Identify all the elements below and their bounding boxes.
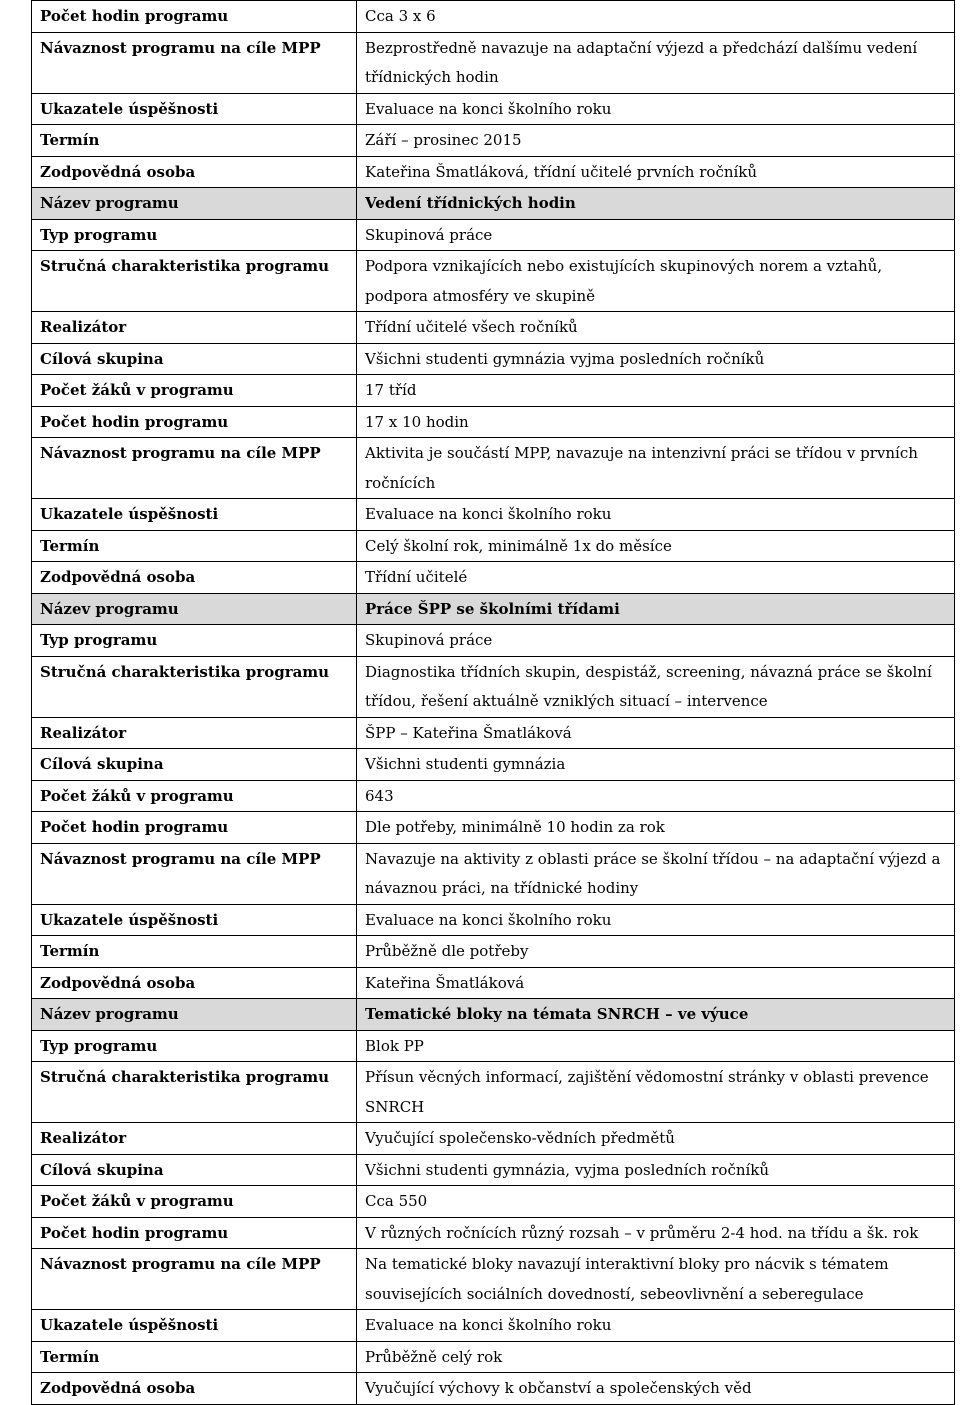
field-value: Průběžně dle potřeby — [357, 936, 955, 968]
field-label: Zodpovědná osoba — [32, 562, 357, 594]
field-value: Všichni studenti gymnázia, vyjma posledních ročníků — [357, 1154, 955, 1186]
field-value: Třídní učitelé — [357, 562, 955, 594]
table-row — [32, 156, 955, 188]
field-value: Diagnostika třídních skupin, despistáž, screening, návazná práce se školní třídou, řešení aktuálně vzniklých situací – intervence — [357, 656, 955, 717]
table-row — [32, 1154, 955, 1186]
field-value: Kateřina Šmatláková, třídní učitelé prvních ročníků — [357, 156, 955, 188]
field-value: Vyučující výchovy k občanství a společenských věd — [357, 1373, 955, 1405]
field-label: Typ programu — [32, 1030, 357, 1062]
table-row — [32, 438, 955, 499]
table-row — [32, 1123, 955, 1155]
table-row — [32, 749, 955, 781]
field-value: Cca 550 — [357, 1186, 955, 1218]
program-table-body — [32, 1, 955, 1405]
table-row — [32, 1310, 955, 1342]
field-label: Stručná charakteristika programu — [32, 656, 357, 717]
field-label: Počet hodin programu — [32, 1, 357, 33]
field-label: Název programu — [32, 593, 357, 625]
field-value: Celý školní rok, minimálně 1x do měsíce — [357, 530, 955, 562]
table-row — [32, 780, 955, 812]
field-value: Navazuje na aktivity z oblasti práce se školní třídou – na adaptační výjezd a návaznou práci, na třídnické hodiny — [357, 843, 955, 904]
field-value: Evaluace na konci školního roku — [357, 1310, 955, 1342]
table-row — [32, 1217, 955, 1249]
field-label: Počet hodin programu — [32, 812, 357, 844]
field-value: 17 x 10 hodin — [357, 406, 955, 438]
table-row — [32, 843, 955, 904]
program-title-row — [32, 188, 955, 220]
field-value: Vyučující společensko-vědních předmětů — [357, 1123, 955, 1155]
field-label: Počet hodin programu — [32, 1217, 357, 1249]
table-row — [32, 967, 955, 999]
field-label: Návaznost programu na cíle MPP — [32, 1249, 357, 1310]
table-row — [32, 1341, 955, 1373]
field-label: Realizátor — [32, 1123, 357, 1155]
program-name: Tematické bloky na témata SNRCH – ve výuce — [357, 999, 955, 1031]
program-name: Práce ŠPP se školními třídami — [357, 593, 955, 625]
field-value: Evaluace na konci školního roku — [357, 904, 955, 936]
table-row — [32, 251, 955, 312]
field-label: Realizátor — [32, 312, 357, 344]
field-label: Návaznost programu na cíle MPP — [32, 843, 357, 904]
field-value: V různých ročnících různý rozsah – v průměru 2-4 hod. na třídu a šk. rok — [357, 1217, 955, 1249]
field-value: Všichni studenti gymnázia — [357, 749, 955, 781]
field-value: Září – prosinec 2015 — [357, 125, 955, 157]
field-value: ŠPP – Kateřina Šmatláková — [357, 717, 955, 749]
field-value: Kateřina Šmatláková — [357, 967, 955, 999]
table-row — [32, 93, 955, 125]
table-row — [32, 125, 955, 157]
table-row — [32, 375, 955, 407]
field-label: Typ programu — [32, 219, 357, 251]
field-label: Návaznost programu na cíle MPP — [32, 32, 357, 93]
field-value: Skupinová práce — [357, 625, 955, 657]
field-value: Blok PP — [357, 1030, 955, 1062]
field-label: Název programu — [32, 188, 357, 220]
table-row — [32, 1373, 955, 1405]
table-row — [32, 1249, 955, 1310]
field-label: Stručná charakteristika programu — [32, 251, 357, 312]
field-value: Skupinová práce — [357, 219, 955, 251]
table-row — [32, 1030, 955, 1062]
field-label: Cílová skupina — [32, 749, 357, 781]
field-label: Termín — [32, 936, 357, 968]
field-value: Třídní učitelé všech ročníků — [357, 312, 955, 344]
program-title-row — [32, 999, 955, 1031]
field-label: Ukazatele úspěšnosti — [32, 499, 357, 531]
table-row — [32, 343, 955, 375]
field-label: Realizátor — [32, 717, 357, 749]
table-row — [32, 1062, 955, 1123]
table-row — [32, 812, 955, 844]
field-label: Zodpovědná osoba — [32, 967, 357, 999]
table-row — [32, 656, 955, 717]
field-value: Všichni studenti gymnázia vyjma posledních ročníků — [357, 343, 955, 375]
field-label: Počet hodin programu — [32, 406, 357, 438]
field-label: Stručná charakteristika programu — [32, 1062, 357, 1123]
program-title-row — [32, 593, 955, 625]
field-label: Zodpovědná osoba — [32, 1373, 357, 1405]
field-label: Typ programu — [32, 625, 357, 657]
field-label: Ukazatele úspěšnosti — [32, 93, 357, 125]
field-label: Počet žáků v programu — [32, 780, 357, 812]
field-label: Návaznost programu na cíle MPP — [32, 438, 357, 499]
table-row — [32, 499, 955, 531]
table-row — [32, 406, 955, 438]
field-value: Aktivita je součástí MPP, navazuje na intenzivní práci se třídou v prvních ročnících — [357, 438, 955, 499]
program-table — [31, 0, 955, 1405]
field-label: Termín — [32, 1341, 357, 1373]
field-value: Evaluace na konci školního roku — [357, 499, 955, 531]
field-label: Počet žáků v programu — [32, 1186, 357, 1218]
table-row — [32, 1, 955, 33]
field-label: Termín — [32, 125, 357, 157]
field-value: Přísun věcných informací, zajištění vědomostní stránky v oblasti prevence SNRCH — [357, 1062, 955, 1123]
field-label: Ukazatele úspěšnosti — [32, 1310, 357, 1342]
table-row — [32, 312, 955, 344]
field-value: Průběžně celý rok — [357, 1341, 955, 1373]
field-value: 643 — [357, 780, 955, 812]
field-label: Cílová skupina — [32, 343, 357, 375]
table-row — [32, 717, 955, 749]
table-row — [32, 530, 955, 562]
field-value: Cca 3 x 6 — [357, 1, 955, 33]
table-row — [32, 219, 955, 251]
field-label: Počet žáků v programu — [32, 375, 357, 407]
table-row — [32, 936, 955, 968]
field-label: Název programu — [32, 999, 357, 1031]
table-row — [32, 904, 955, 936]
field-value: Na tematické bloky navazují interaktivní bloky pro nácvik s tématem souvisejících sociálních dovedností, sebeovlivnění a seberegulace — [357, 1249, 955, 1310]
field-value: Podpora vznikajících nebo existujících skupinových norem a vztahů, podpora atmosféry ve skupině — [357, 251, 955, 312]
field-value: Bezprostředně navazuje na adaptační výjezd a předchází dalšímu vedení třídnických hodin — [357, 32, 955, 93]
table-row — [32, 1186, 955, 1218]
table-row — [32, 562, 955, 594]
table-row — [32, 625, 955, 657]
field-label: Termín — [32, 530, 357, 562]
field-value: Dle potřeby, minimálně 10 hodin za rok — [357, 812, 955, 844]
field-value: Evaluace na konci školního roku — [357, 93, 955, 125]
field-label: Cílová skupina — [32, 1154, 357, 1186]
field-value: 17 tříd — [357, 375, 955, 407]
table-row — [32, 32, 955, 93]
field-label: Zodpovědná osoba — [32, 156, 357, 188]
field-label: Ukazatele úspěšnosti — [32, 904, 357, 936]
program-name: Vedení třídnických hodin — [357, 188, 955, 220]
